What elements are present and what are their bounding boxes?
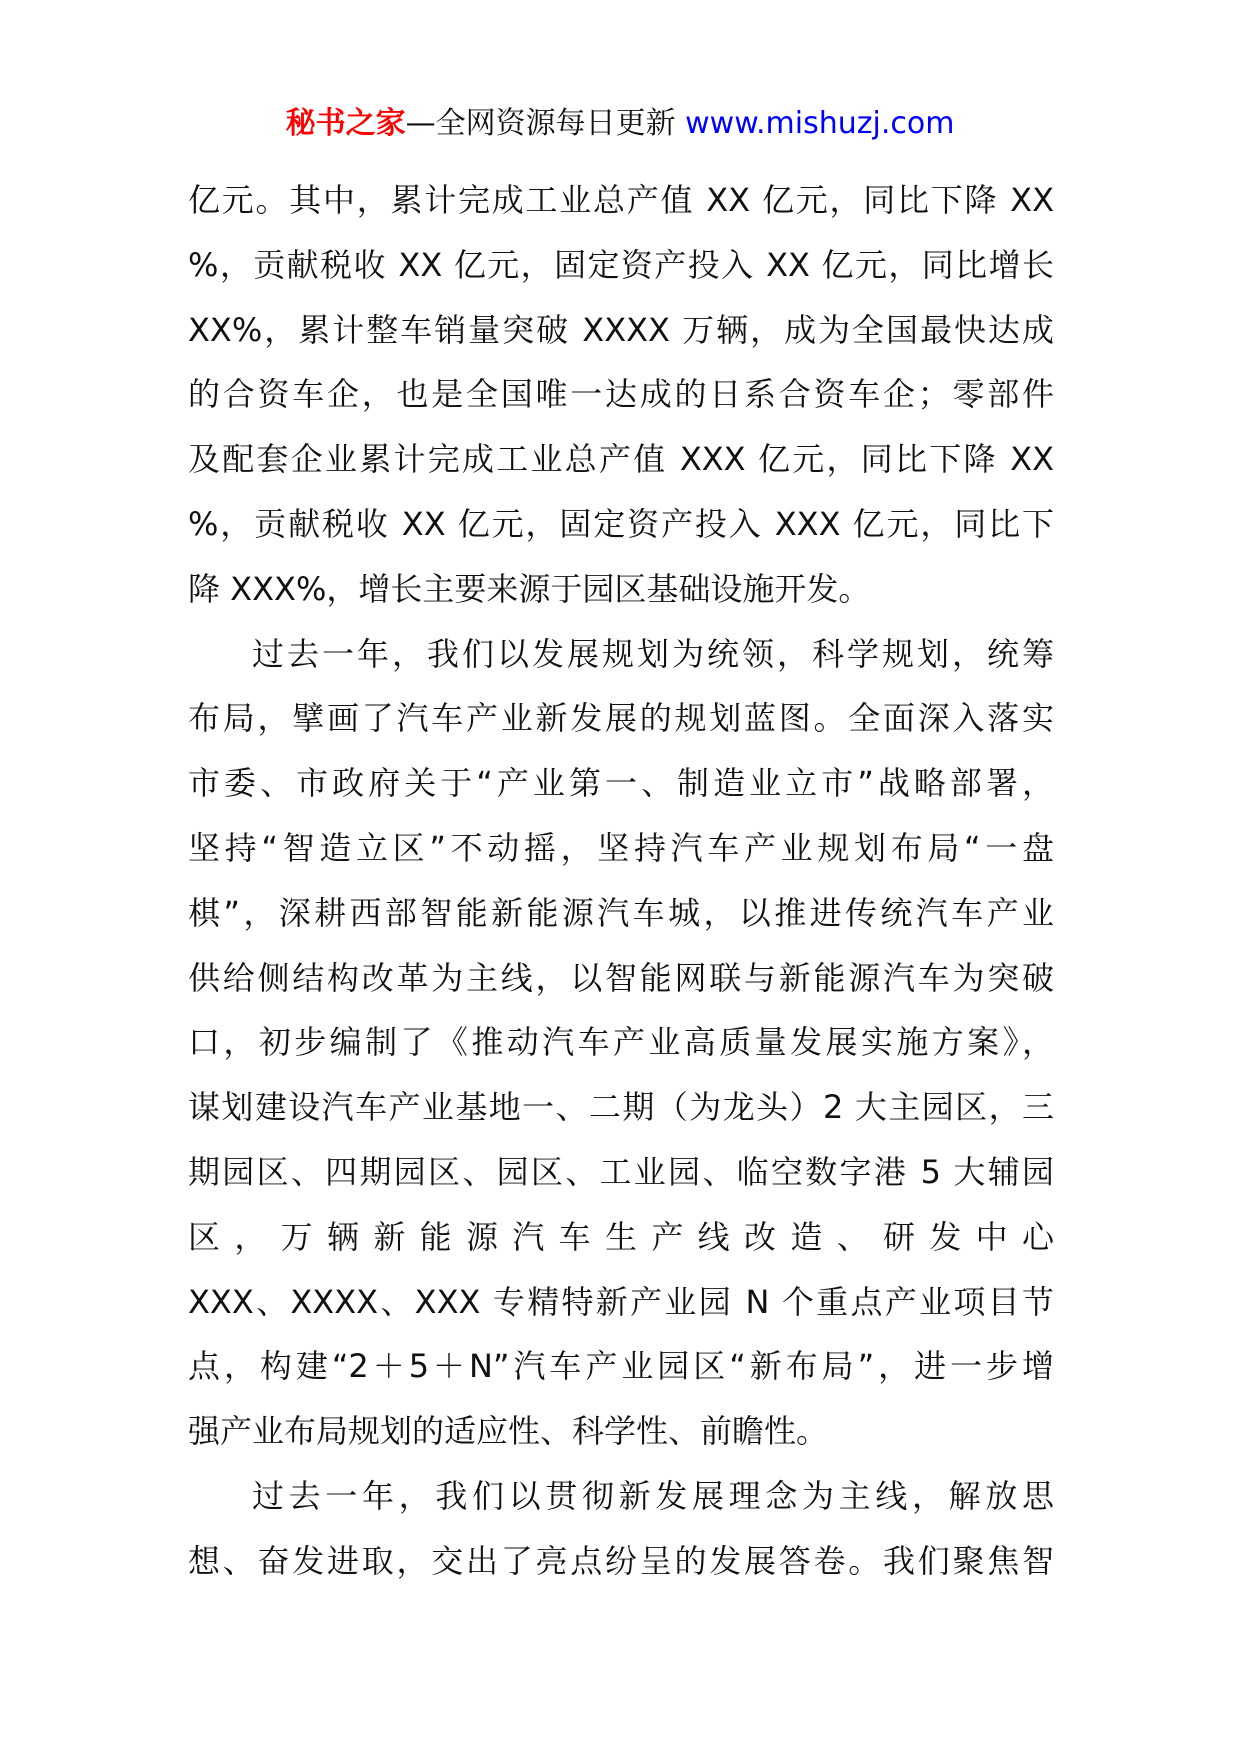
text-line: %，贡献税收 XX 亿元，固定资产投入 XXX 亿元，同比下	[188, 504, 1054, 543]
text-line: 区，万辆新能源汽车生产线改造、研发中心	[188, 1217, 1054, 1256]
text-line: 强产业布局规划的适应性、科学性、前瞻性。	[188, 1412, 829, 1451]
text-line: 亿元。其中，累计完成工业总产值 XX 亿元，同比下降 XX	[188, 181, 1054, 219]
site-header	[0, 104, 1240, 144]
text-line: %，贡献税收 XX 亿元，固定资产投入 XX 亿元，同比增长	[188, 245, 1054, 284]
text-line: 棋”，深耕西部智能新能源汽车城，以推进传统汽车产业	[188, 893, 1054, 932]
text-line: 布局，擘画了汽车产业新发展的规划蓝图。全面深入落实	[188, 699, 1054, 738]
text-line: 坚持“智造立区”不动摇，坚持汽车产业规划布局“一盘	[188, 828, 1054, 867]
text-line: XXX、XXXX、XXX 专精特新产业园 N 个重点产业项目节	[188, 1282, 1054, 1321]
document-body	[188, 168, 1054, 1594]
text-line: 口，初步编制了《推动汽车产业高质量发展实施方案》，	[188, 1023, 1054, 1062]
text-line: 点，构建“2＋5＋N”汽车产业园区“新布局”，进一步增	[188, 1347, 1054, 1386]
text-line: 谋划建设汽车产业基地一、二期（为龙头）2 大主园区，三	[188, 1088, 1054, 1127]
text-line: 供给侧结构改革为主线，以智能网联与新能源汽车为突破	[188, 958, 1054, 997]
text-line: 想、奋发进取，交出了亮点纷呈的发展答卷。我们聚焦智	[188, 1541, 1054, 1580]
text-line: 过去一年，我们以贯彻新发展理念为主线，解放思	[252, 1476, 1054, 1515]
text-line: 降 XXX%，增长主要来源于园区基础设施开发。	[188, 569, 871, 608]
paragraph-2	[188, 622, 1054, 1464]
site-url-link[interactable]: www.mishuzj.com	[685, 106, 955, 141]
site-tagline: —全网资源每日更新	[405, 106, 686, 141]
text-line: 期园区、四期园区、园区、工业园、临空数字港 5 大辅园	[188, 1152, 1054, 1191]
paragraph-1	[188, 168, 1054, 622]
text-line: 及配套企业累计完成工业总产值 XXX 亿元，同比下降 XX	[188, 440, 1054, 479]
text-line: 的合资车企，也是全国唯一达成的日系合资车企；零部件	[188, 375, 1054, 414]
text-line: XX%，累计整车销量突破 XXXX 万辆，成为全国最快达成	[188, 310, 1054, 349]
text-line: 过去一年，我们以发展规划为统领，科学规划，统筹	[252, 634, 1054, 673]
site-brand: 秘书之家	[285, 106, 406, 141]
text-line: 市委、市政府关于“产业第一、制造业立市”战略部署，	[188, 764, 1054, 803]
paragraph-3	[188, 1464, 1054, 1594]
